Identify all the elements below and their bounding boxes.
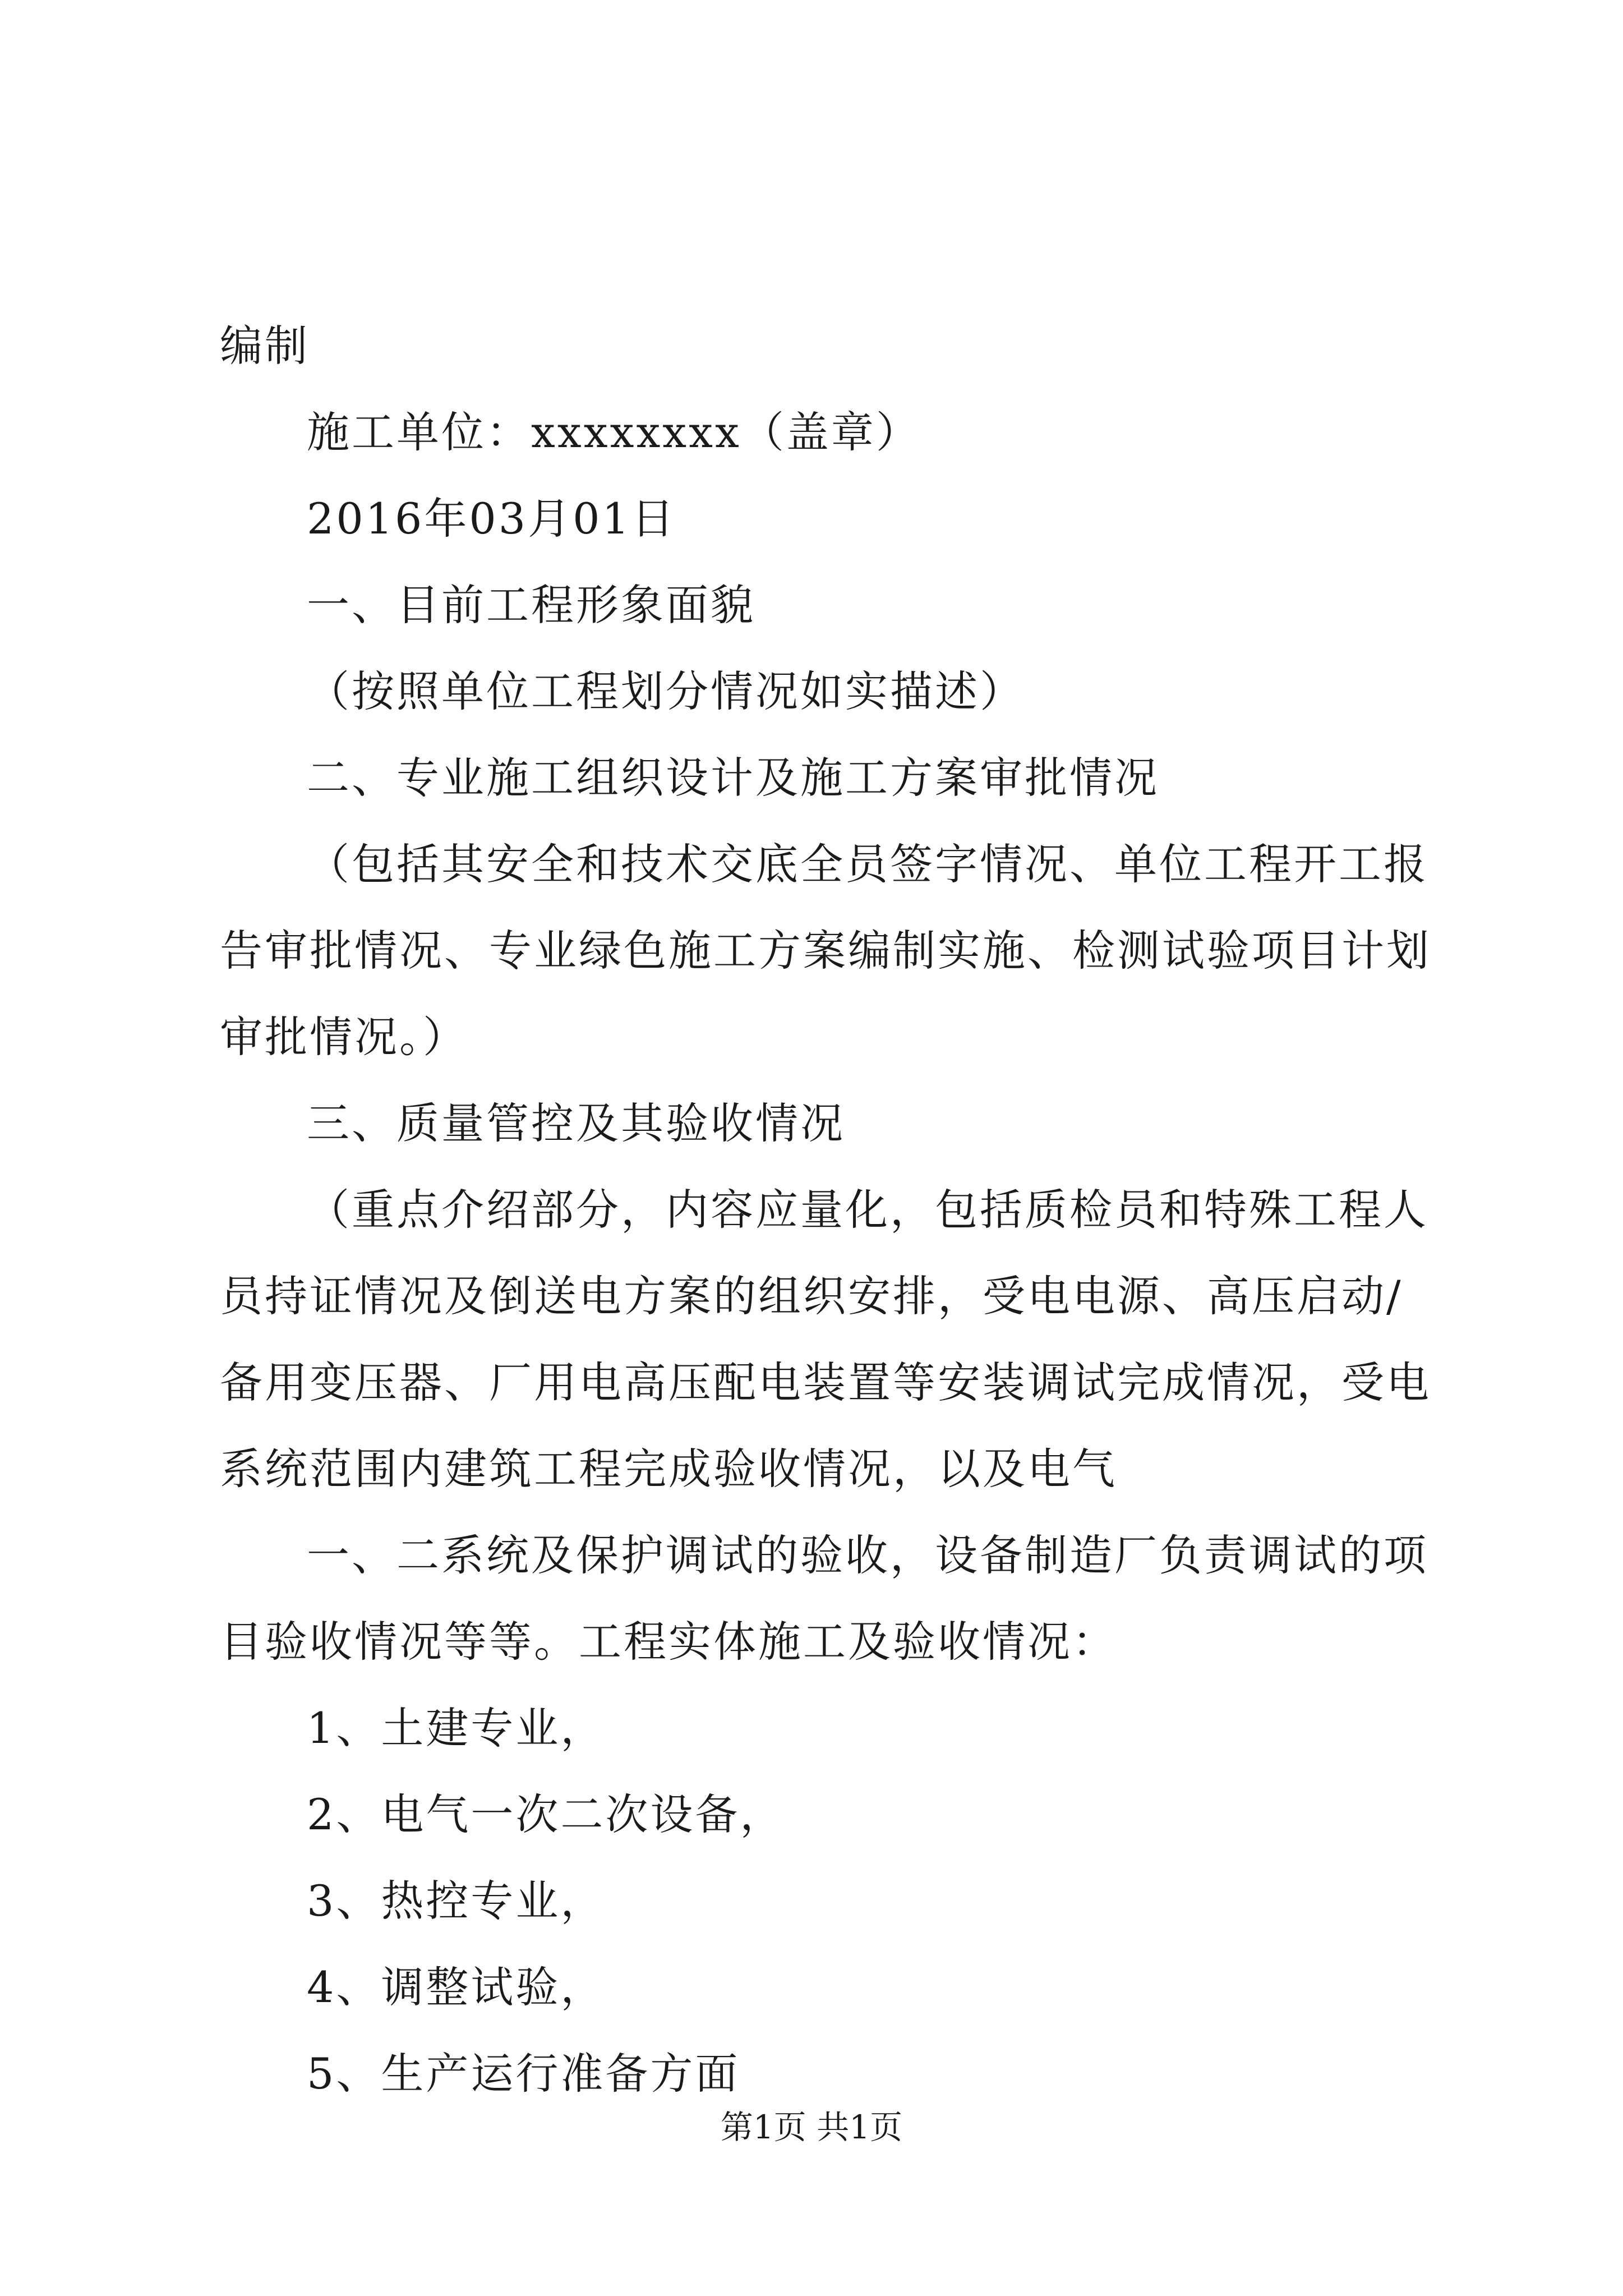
- paragraph-construction-unit: 施工单位：xxxxxxxx（盖章）: [307, 407, 921, 457]
- paragraph-acceptance: 一、二系统及保护调试的验收，设备制造厂负责调试的项目验收情况等等。工程实体施工及验收情况：: [220, 1530, 1428, 1667]
- section-heading-1: 一、目前工程形象面貌: [307, 580, 755, 630]
- section-heading-3: 三、质量管控及其验收情况: [307, 1098, 845, 1148]
- paragraph-note-1: （按照单位工程划分情况如实描述）: [307, 666, 1025, 716]
- list-item-2: 2、电气一次二次设备，: [307, 1789, 785, 1839]
- list-item-3: 3、热控专业，: [307, 1876, 606, 1926]
- list-item-4: 4、调整试验，: [307, 1962, 606, 2012]
- list-item-5: 5、生产运行准备方面: [307, 2049, 740, 2099]
- section-heading-2: 二、专业施工组织设计及施工方案审批情况: [307, 753, 1159, 803]
- paragraph-heading-bianzhi: 编制: [220, 321, 310, 371]
- paragraph-note-2: （包括其安全和技术交底全员签字情况、单位工程开工报告审批情况、专业绿色施工方案编制实施、检测试验项目计划审批情况。）: [220, 839, 1431, 1062]
- paragraph-date: 2016年03月01日: [307, 494, 676, 544]
- page-footer: 第1页 共1页: [720, 2108, 903, 2146]
- paragraph-note-3: （重点介绍部分，内容应量化，包括质检员和特殊工程人员持证情况及倒送电方案的组织安排，受电电源、高压启动/备用变压器、厂用电高压配电装置等安装调试完成情况，受电系统范围内建筑工程完成验收情况，以及电气: [220, 1185, 1431, 1494]
- document-body: [220, 303, 1431, 2117]
- list-item-1: 1、土建专业，: [307, 1703, 606, 1753]
